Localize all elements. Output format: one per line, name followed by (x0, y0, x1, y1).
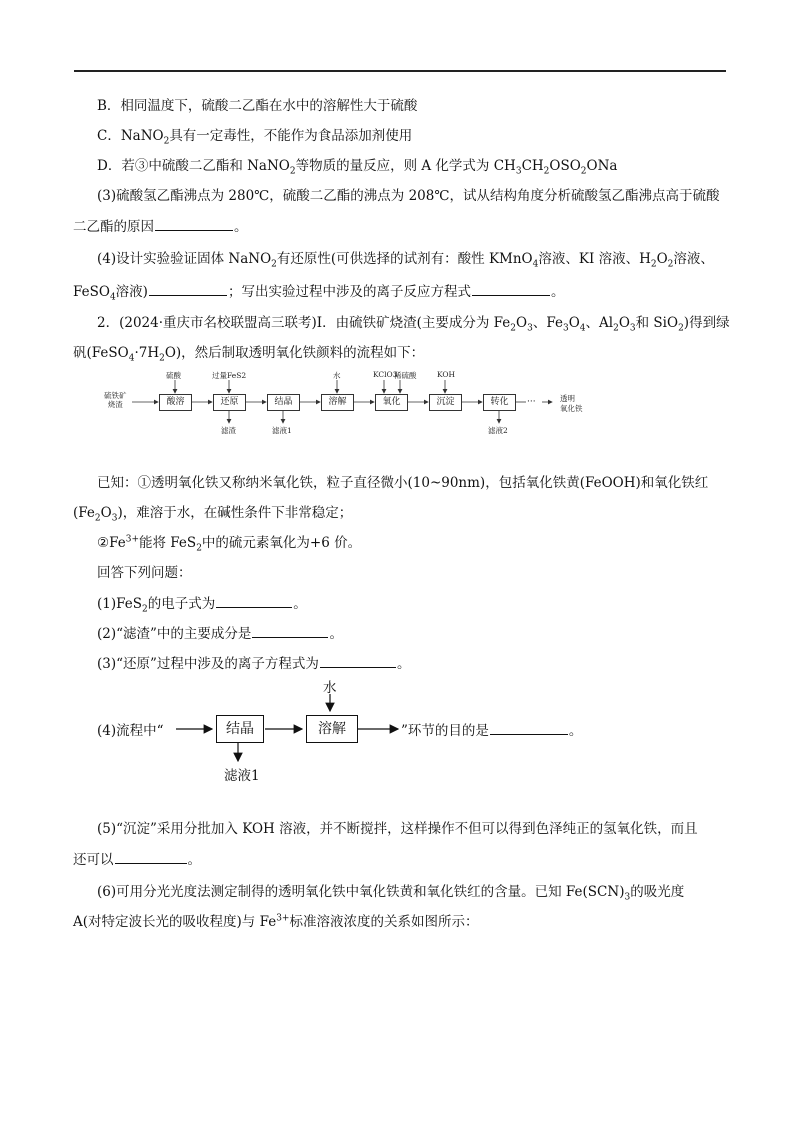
answer-blank[interactable] (490, 720, 568, 735)
q4-line1: (4)设计实验验证固体 NaNO$_2$有还原性(可供选择的试剂有：酸性 KMnO$_4$溶液、KI 溶液、$H_2O_2$溶液、 (97, 251, 714, 270)
flow-step-precipitate: 沉淀 (429, 394, 462, 411)
flow-input-kclo3: KClO3 (373, 370, 398, 379)
p2-line1: 2．(2024·重庆市名校联盟高三联考)I．由硫铁矿烧渣(主要成分为 $Fe_2O_3$、$Fe_3O_4$、$Al_2O_3$和 SiO$_2$)得到绿 (97, 315, 730, 334)
sub4-box-dissolve: 溶解 (306, 715, 358, 743)
sub-question-5-line2: 还可以 。 (73, 849, 201, 870)
flow-input-dilute-acid: 稀硫酸 (394, 371, 417, 380)
sub4-output-filtrate1: 滤液1 (224, 768, 260, 784)
flow-step-acid-dissolve: 酸溶 (159, 394, 192, 411)
flow-step-crystallize: 结晶 (267, 394, 300, 411)
option-d: D．若③中硫酸二乙酯和 NaNO$_2$等物质的量反应，则 A 化学式为 $CH_3CH_2OSO_2ONa$ (97, 158, 618, 177)
top-rule (74, 70, 726, 72)
flow-output-filtrate2: 滤液2 (488, 426, 508, 435)
flow-dots: ··· (527, 397, 536, 407)
flow-step-reduce: 还原 (213, 394, 246, 411)
answer-blank[interactable] (252, 623, 328, 638)
sub4-prefix: (4)流程中“ (97, 723, 164, 739)
sub-question-5-line1: (5)“沉淀”采用分批加入 KOH 溶液，并不断搅拌，这样操作不但可以得到色泽纯正的氢氧化铁，而且 (97, 821, 698, 837)
flow-input-fes2: 过量FeS2 (212, 371, 247, 380)
sub4-input-water: 水 (323, 680, 337, 696)
answer-blank[interactable] (155, 216, 233, 231)
sub-question-6-line1: (6)可用分光光度法测定制得的透明氧化铁中氧化铁黄和氧化铁红的含量。已知 $Fe(SCN)_3$的吸光度 (97, 884, 685, 903)
answer-blank[interactable] (320, 653, 396, 668)
q3-line1: (3)硫酸氢乙酯沸点为 280℃，硫酸二乙酯的沸点为 208℃，试从结构角度分析硫酸氢乙酯沸点高于硫酸 (97, 188, 720, 204)
known-line3: $②Fe^{3+}$能将 FeS$_2$中的硫元素氧化为+6 价。 (97, 534, 362, 554)
flow-step-oxidize: 氧化 (375, 394, 408, 411)
flow-step-convert: 转化 (483, 394, 516, 411)
answer-blank[interactable] (149, 281, 227, 296)
sub-question-2: (2)“滤渣”中的主要成分是 。 (97, 623, 343, 644)
option-c: C．NaNO$_2$具有一定毒性，不能作为食品添加剂使用 (97, 128, 413, 147)
flow-output-residue: 滤渣 (221, 426, 236, 435)
answer-blank[interactable] (115, 849, 187, 864)
flow-input-koh: KOH (437, 370, 456, 379)
option-b: B．相同温度下，硫酸二乙酯在水中的溶解性大于硫酸 (97, 98, 418, 114)
answer-blank[interactable] (216, 593, 292, 608)
known-line1: 已知：①透明氧化铁又称纳米氧化铁，粒子直径微小(10~90nm)，包括氧化铁黄(FeOOH)和氧化铁红 (97, 475, 709, 491)
sub4-suffix: ”环节的目的是 。 (401, 719, 582, 739)
flow-end-label: 透明 氧化铁 (560, 394, 583, 413)
flow-step-dissolve: 溶解 (321, 394, 354, 411)
flow-start-label: 硫铁矿 烧渣 (104, 391, 127, 409)
p2-line2: 矾$(FeSO_4\cdot 7H_2O)$，然后制取透明氧化铁颜料的流程如下： (73, 345, 425, 364)
answer-blank[interactable] (472, 281, 550, 296)
answer-prompt: 回答下列问题： (97, 565, 192, 581)
sub4-box-crystallize: 结晶 (216, 715, 264, 743)
q3-line2: 二乙酯的原因 。 (73, 216, 248, 237)
sub-question-6-line2: A(对特定波长光的吸收程度)与 $Fe^{3+}$标准溶液浓度的关系如图所示： (73, 913, 479, 930)
sub-question-3: (3)“还原”过程中涉及的离子方程式为 。 (97, 653, 410, 674)
flow-input-water: 水 (333, 371, 341, 380)
flow-output-filtrate1: 滤液1 (272, 426, 292, 435)
q4-line2: FeSO$_4$溶液) ；写出实验过程中涉及的离子反应方程式 。 (73, 281, 564, 302)
flow-input-sulfuric-acid: 硫酸 (166, 371, 181, 380)
sub-question-1: (1)FeS$_2$的电子式为 。 (97, 593, 307, 614)
known-line2: $(Fe_2O_3)$，难溶于水，在碱性条件下非常稳定； (73, 505, 353, 524)
